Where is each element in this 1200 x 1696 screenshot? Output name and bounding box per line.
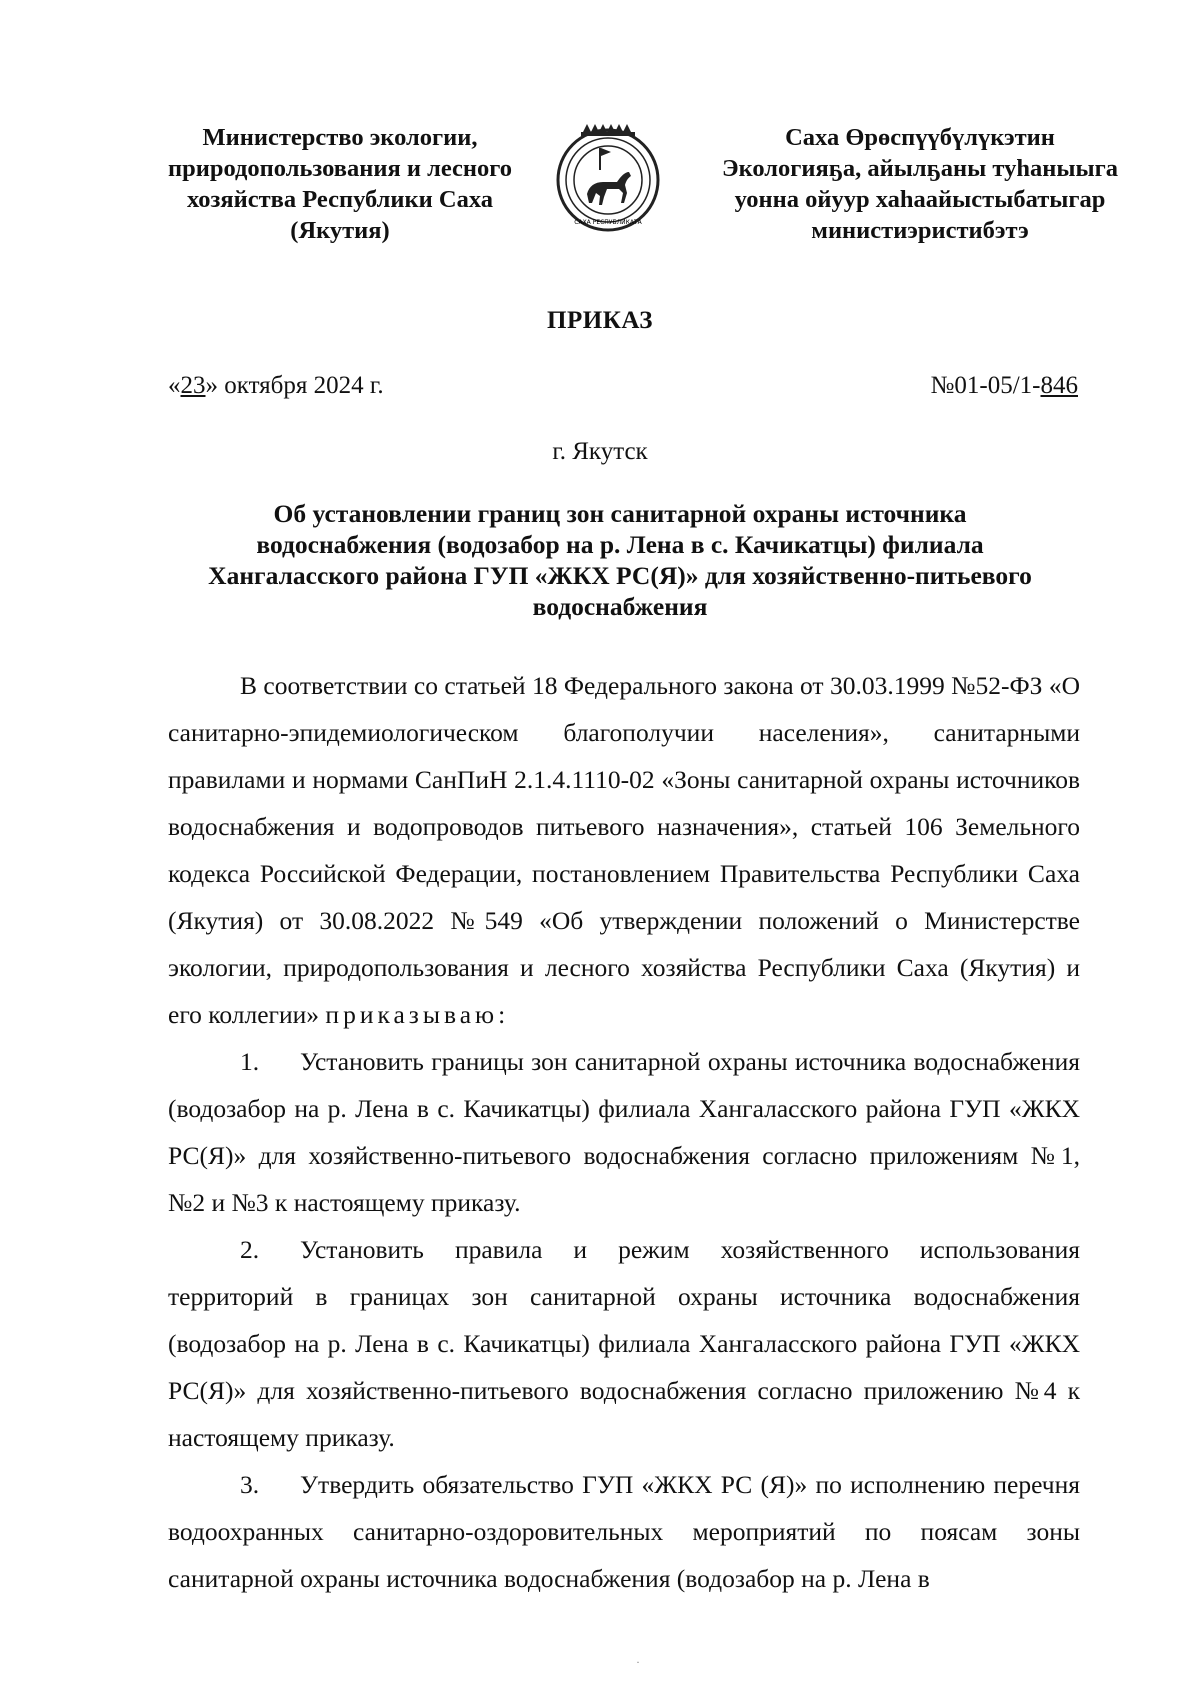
header-right-line: Экологияҕа, айылҕаны туһаныыга (721, 155, 1119, 182)
order-body (168, 662, 1080, 1602)
emblem-ring-text: САХА РЕСПУБЛИКАТА (574, 219, 642, 226)
order-item: 2. Установить правила и режим хозяйственного использования территорий в границах зон санитарной охраны источника водоснабжения (водозабор на р. Лена в с. Качикатцы) филиала Хангаласского района ГУП «ЖКХ РС(Я)» для хозяйственно-питьевого водоснабжения согласно приложению №4 к настоящему приказу. (168, 1235, 1080, 1452)
subject-line: водоснабжения (водозабор на р. Лена в с. Качикатцы) филиала (256, 530, 984, 559)
order-item: 1. Установить границы зон санитарной охраны источника водоснабжения (водозабор на р. Лена в с. Качикатцы) филиала Хангаласского района ГУП «ЖКХ РС(Я)» для хозяйственно-питьевого водоснабжения согласно приложениям №1, №2 и №3 к настоящему приказу. (168, 1047, 1080, 1217)
order-number-suffix: 846 (1040, 372, 1078, 399)
order-date: «23» октября 2024 г. (168, 372, 384, 399)
header-left-line: Министерство экологии, (202, 124, 478, 151)
header-left-line: природопользования и лесного (167, 155, 513, 182)
header-right-line: министиэристибэтэ (811, 217, 1029, 244)
page-mark: · (636, 1655, 640, 1669)
date-day: 23 (180, 372, 206, 399)
header-right-line: Саха Өрөспүүбүлүкэтин (785, 124, 1055, 151)
header-right-line: уонна ойуур хаһаайыстыбатыгар (734, 186, 1106, 213)
republic-sakha-emblem-icon (553, 120, 663, 234)
subject-line: Об установлении границ зон санитарной охраны источника (273, 499, 967, 528)
header-left-line: хозяйства Республики Саха (186, 186, 493, 213)
ministry-name-russian (160, 122, 520, 246)
preamble-paragraph: В соответствии со статьей 18 Федерального закона от 30.03.1999 №52-ФЗ «О санитарно-эпидемиологическом благополучии населения», санитарными правилами и нормами СанПиН 2.1.4.1110-02 «Зоны санитарной охраны источников водоснабжения и водопроводов питьевого назначения», статьей 106 Земельного кодекса Российской Федерации, постановлением Правительства Республики Саха (Якутия) от 30.08.2022 №549 «Об утверждении положений о Министерстве экологии, природопользования и лесного хозяйства Республики Саха (Якутия) и его коллегии» приказываю: (168, 671, 1080, 1029)
order-item: 3. Утвердить обязательство ГУП «ЖКХ РС (Я)» по исполнению перечня водоохранных санитарно-оздоровительных мероприятий по поясам зоны санитарной охраны источника водоснабжения (водозабор на р. Лена в (168, 1470, 1080, 1593)
document-type-title: ПРИКАЗ (547, 307, 653, 334)
city: г. Якутск (552, 438, 648, 465)
subject-line: Хангаласского района ГУП «ЖКХ РС(Я)» для хозяйственно-питьевого (208, 561, 1032, 590)
order-subject (160, 498, 1080, 622)
ministry-name-sakha (705, 122, 1135, 246)
order-word: приказываю: (325, 1000, 510, 1029)
subject-line: водоснабжения (532, 592, 708, 621)
order-number: №01-05/1-846 (930, 372, 1078, 399)
header-left-line: (Якутия) (290, 217, 390, 244)
